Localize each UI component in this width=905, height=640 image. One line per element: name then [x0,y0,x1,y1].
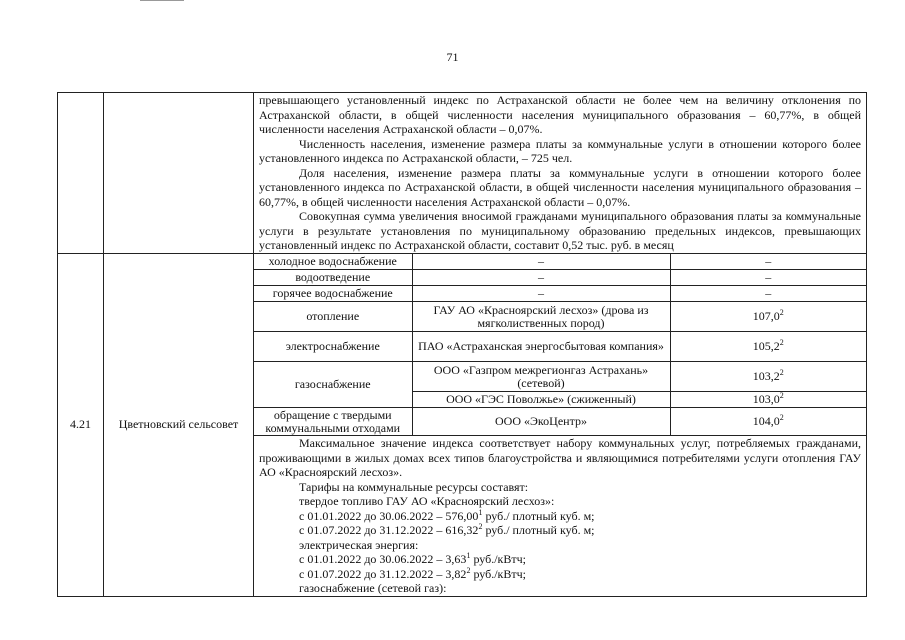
service-index: – [670,286,866,302]
paragraph: Совокупная сумма увеличения вносимой гражданами муниципального образования платы за коммунальные услуги в результате установления по муниципальному образованию предельных индексов, превышающих установленный индекс по Астраханской области, составит 0,52 тыс. руб. в месяц [259,209,861,252]
tariff-text [254,436,866,596]
paragraph: превышающего установленный индекс по Астраханской области не более чем на величину отклонения по Астраханской области, в общей численности населения муниципального образования – 60,77%, в общей численности населения Астраханской области – 0,07%. [259,93,861,136]
paragraph: электрическая энергия: [299,537,419,552]
page-number: 71 [446,50,459,64]
service-provider: – [412,270,670,286]
service-name: холодное водоснабжение [254,254,412,270]
continuation-text [254,93,866,253]
service-index: – [670,254,866,270]
service-name: газоснабжение [254,362,412,408]
service-name: обращение с твердыми коммунальными отходами [254,408,412,436]
details-cell [254,253,867,596]
service-provider: ПАО «Астраханская энергосбытовая компания» [412,332,670,362]
service-row [254,408,866,436]
service-row [254,286,866,302]
tariff-line: с 01.07.2022 до 31.12.2022 – 616,32$^2$ руб./ плотный куб. м; [299,522,595,537]
paragraph: Численность населения, изменение размера платы за коммунальные услуги в отношении которого более установленного индекса по Астраханской области, – 725 чел. [259,136,861,165]
service-name: отопление [254,302,412,332]
empty-name-cell [104,93,254,254]
service-index: – [670,270,866,286]
paragraph: Максимальное значение индекса соответствует набору коммунальных услуг, потребляемых гражданами, проживающими в жилых домах всех типов благоустройства и являющимися потребителями услуги отопления ГАУ АО «Красноярский лесхоз». [259,436,861,479]
services-table [254,254,866,437]
municipality-row [58,253,867,596]
service-row [254,254,866,270]
continuation-text-cell [254,93,867,254]
service-index: 104,0$^2$ [670,408,866,436]
paragraph: Доля населения, изменение размера платы за коммунальные услуги в отношении которого более установленного индекса по Астраханской области, в общей численности населения муниципального образования – 60,77%, в общей численности населения Астраханской области – 0,07%. [259,165,861,209]
paragraph: Тарифы на коммунальные ресурсы составят: [299,479,529,494]
service-index: 105,2$^2$ [670,332,866,362]
paragraph: твердое топливо ГАУ АО «Красноярский лесхоз»: [299,494,555,508]
service-index: 103,2$^2$ [670,362,866,392]
service-row [254,270,866,286]
service-row [254,332,866,362]
tariff-line: с 01.07.2022 до 31.12.2022 – 3,82$^2$ руб./кВтч; [299,565,527,581]
municipality-name: Цветновский сельсовет [104,253,254,596]
service-provider: – [412,286,670,302]
service-provider: ООО «ЭкоЦентр» [412,408,670,436]
continuation-row [58,93,867,254]
service-provider: ГАУ АО «Красноярский лесхоз» (дрова из мягколиственных пород) [412,302,670,332]
top-mark [140,0,184,1]
service-index: 107,0$^2$ [670,302,866,332]
service-name: электроснабжение [254,332,412,362]
service-row [254,302,866,332]
service-provider: – [412,254,670,270]
empty-number-cell [58,93,104,254]
service-index: 103,0$^2$ [670,392,866,408]
paragraph: газоснабжение (сетевой газ): [299,581,447,595]
main-table [57,92,867,597]
service-name: горячее водоснабжение [254,286,412,302]
service-provider: ООО «ГЭС Поволжье» (сжиженный) [412,392,670,408]
row-number: 4.21 [58,253,104,596]
service-provider: ООО «Газпром межрегионгаз Астрахань» (сетевой) [412,362,670,392]
tariff-line: с 01.01.2022 до 30.06.2022 – 3,63$^1$ руб./кВтч; [299,551,527,566]
service-row [254,362,866,392]
tariff-line: с 01.01.2022 до 30.06.2022 – 576,00$^1$ руб./ плотный куб. м; [299,507,595,523]
service-name: водоотведение [254,270,412,286]
